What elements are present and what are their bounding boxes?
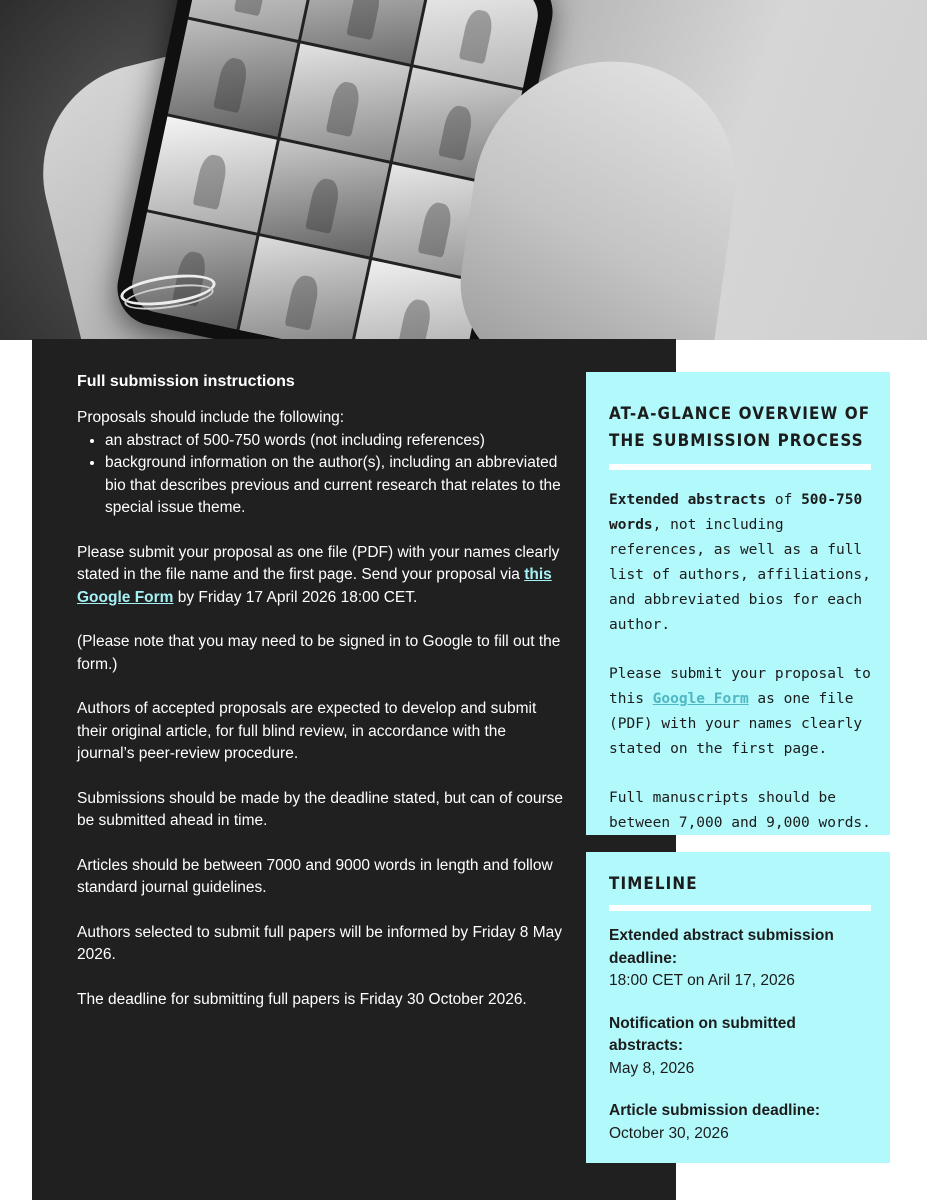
video-thumbnail	[127, 213, 256, 330]
article-length-text: Articles should be between 7000 and 9000 words in length and follow standard journal guidelines.	[77, 856, 553, 896]
requirement-item: • an abstract of 500-750 words (not including references)	[105, 430, 567, 453]
deadline-note: Submissions should be made by the deadline stated, but can of course be submitted ahead in time.	[77, 789, 563, 829]
video-thumbnail	[168, 19, 297, 136]
timeline-item-date: May 8, 2026	[609, 1059, 695, 1077]
timeline-box	[586, 852, 890, 1163]
overview-google-form-link[interactable]: Google Form	[652, 691, 749, 707]
timeline-content	[609, 870, 871, 1165]
abstracts-paragraph	[609, 488, 871, 638]
final-deadline-text: The deadline for submitting full papers is Friday 30 October 2026.	[77, 990, 527, 1008]
video-thumbnail	[260, 140, 389, 257]
instructions-heading: Full submission instructions	[77, 373, 295, 390]
overview-divider	[609, 464, 871, 470]
proposal-requirements-list	[77, 430, 567, 520]
notification-text: Authors selected to submit full papers will be informed by Friday 8 May 2026.	[77, 923, 563, 963]
hero-photo	[0, 0, 927, 340]
submit-text-after: by Friday 17 April 2026 18:00 CET.	[173, 588, 418, 606]
abstracts-bold-label: Extended abstracts	[609, 492, 767, 508]
timeline-divider	[609, 905, 871, 911]
timeline-item-date: October 30, 2026	[609, 1124, 729, 1142]
video-thumbnail	[281, 43, 410, 160]
proposal-intro: Proposals should include the following:	[77, 409, 345, 426]
abstracts-text: of	[766, 492, 802, 508]
timeline-item-date: 18:00 CET on Aril 17, 2026	[609, 972, 795, 989]
overview-submit-after: as one file (PDF) with your names clearly stated on the first page.	[609, 691, 863, 757]
timeline-item-label: Article submission deadline:	[609, 1102, 821, 1119]
submission-instructions-content	[77, 371, 567, 1033]
overview-box	[586, 372, 890, 835]
abstracts-text-rest: , not including references, as well as a full list of authors, affiliations, and abbreviated bios for each author.	[609, 517, 871, 633]
overview-title: AT-A-GLANCE OVERVIEW OF THE SUBMISSION PROCESS	[609, 404, 871, 450]
google-signin-note: (Please note that you may need to be signed in to Google to fill out the form.)	[77, 633, 561, 673]
timeline-item-label: Extended abstract submission deadline:	[609, 927, 834, 967]
timeline-title: TIMELINE	[609, 874, 698, 893]
submission-instructions-panel	[32, 339, 676, 1200]
submit-paragraph	[77, 542, 567, 610]
overview-submit-before: Please submit your proposal to this	[609, 666, 871, 707]
accepted-proposals-text: Authors of accepted proposals are expected to develop and submit their original article, for full blind review, in accordance with the journal’s peer-review procedure.	[77, 700, 537, 762]
requirement-item: • background information on the author(s), including an abbreviated bio that describes previous and current research that relates to the special issue theme.	[105, 452, 567, 520]
timeline-item-label: Notification on submitted abstracts:	[609, 1014, 796, 1054]
overview-content	[609, 400, 871, 860]
overview-submit-paragraph	[609, 662, 871, 762]
video-thumbnail	[148, 116, 277, 233]
google-form-link[interactable]: this Google Form	[77, 566, 552, 606]
submit-text-before: Please submit your proposal as one file (PDF) with your names clearly stated in the file name and the first page. Send your proposal via	[77, 543, 560, 583]
manuscripts-paragraph: Full manuscripts should be between 7,000 and 9,000 words.	[609, 790, 871, 831]
abstracts-word-count: 500-750 words	[609, 492, 863, 533]
